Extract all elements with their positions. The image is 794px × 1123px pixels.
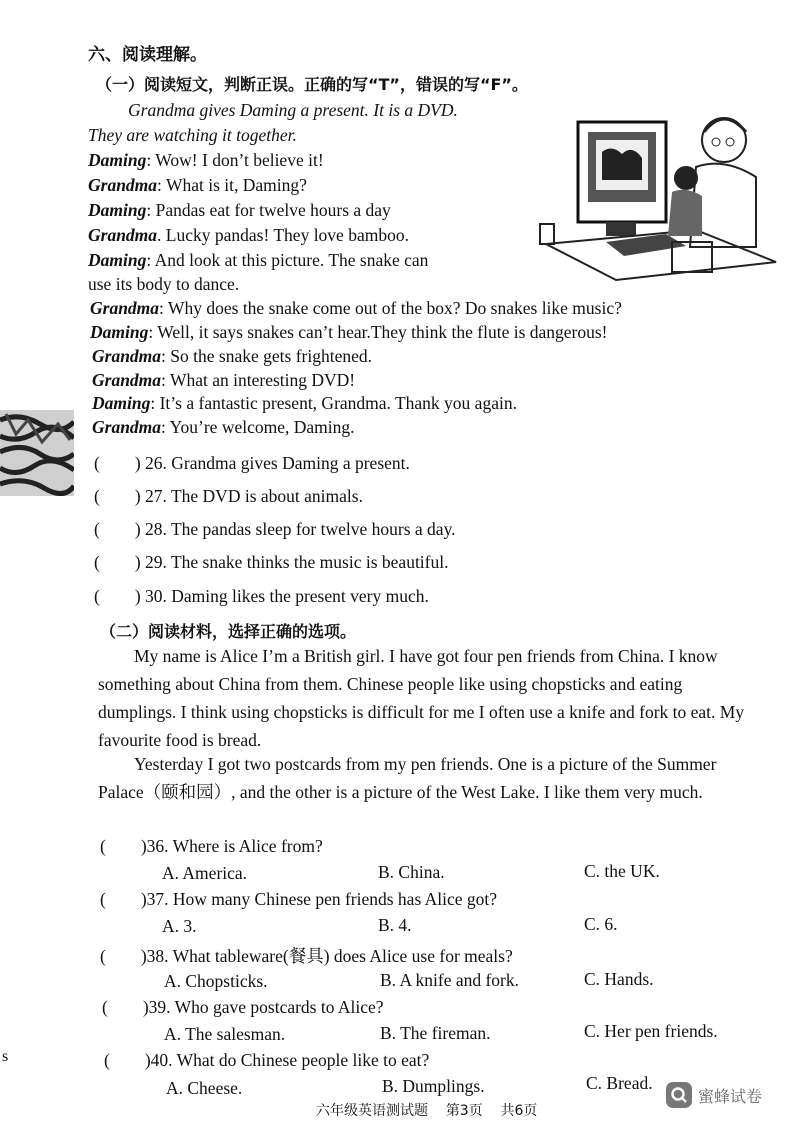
intro-line-2: They are watching it together. [88, 125, 297, 145]
answer-blank[interactable]: ( ) [100, 946, 147, 966]
option-a: A. America. [162, 863, 248, 883]
tf-question-28: ( ) 28. The pandas sleep for twelve hours a day. [94, 519, 456, 539]
tf-question-30: ( ) 30. Daming likes the present very much. [94, 586, 429, 606]
tf-question-26: ( ) 26. Grandma gives Daming a present. [94, 453, 410, 473]
dialogue-line-4: Grandma. Lucky pandas! They love bamboo. [88, 225, 409, 245]
passage-paragraph-2: Yesterday I got two postcards from my pen friends. One is a picture of the Summer Palace（颐和园）, and the other is a picture of the West Lake. I like them very much. [98, 754, 717, 802]
option-b: B. 4. [378, 915, 412, 935]
option-c: C. Hands. [584, 969, 654, 989]
option-c: C. Her pen friends. [584, 1021, 718, 1041]
passage-paragraph-1: My name is Alice I’m a British girl. I have got four pen friends from China. I know something about China from them. Chinese people like using chopsticks and eating dumplings. I think using chopsticks is difficult for me I often use a knife and fork to eat. My favourite food is bread. [98, 646, 745, 750]
margin-mark: s [2, 1048, 9, 1065]
option-c: C. Bread. [586, 1073, 653, 1093]
option-c: C. the UK. [584, 861, 660, 881]
part2-instruction: （二）阅读材料，选择正确的选项。 [100, 622, 357, 641]
mc-question-39: ( )39. Who gave postcards to Alice? [102, 997, 384, 1017]
dialogue-line-2: Grandma: What is it, Daming? [88, 175, 307, 195]
option-b: B. China. [378, 862, 445, 882]
answer-blank[interactable]: ( ) [94, 453, 141, 473]
option-a: A. Chopsticks. [164, 971, 268, 991]
grandma-daming-computer-illustration [536, 112, 786, 282]
dialogue-line-11: Daming: It’s a fantastic present, Grandma. Thank you again. [92, 393, 517, 413]
answer-blank[interactable]: ( ) [94, 486, 141, 506]
option-a: A. Cheese. [166, 1078, 243, 1098]
watermark-logo-icon [666, 1082, 692, 1108]
option-b: B. A knife and fork. [380, 970, 520, 990]
watermark [666, 1082, 762, 1108]
dialogue-line-7: Grandma: Why does the snake come out of the box? Do snakes like music? [90, 298, 622, 318]
tf-question-27: ( ) 27. The DVD is about animals. [94, 486, 363, 506]
option-b: B. Dumplings. [382, 1076, 485, 1096]
mc-question-36: ( )36. Where is Alice from? [100, 836, 323, 856]
answer-blank[interactable]: ( ) [104, 1050, 151, 1070]
dialogue-line-3: Daming: Pandas eat for twelve hours a day [88, 200, 391, 220]
page-footer: 六年级英语测试题 第3页 共6页 [316, 1103, 538, 1119]
mc-question-40: ( )40. What do Chinese people like to eat? [104, 1050, 430, 1070]
mc-question-38: ( )38. What tableware(餐具) does Alice use for meals? [100, 946, 513, 966]
answer-blank[interactable]: ( ) [100, 836, 147, 856]
intro-line-1: Grandma gives Daming a present. It is a DVD. [128, 100, 458, 120]
answer-blank[interactable]: ( ) [94, 552, 141, 572]
dialogue-line-5: Daming: And look at this picture. The snake can [88, 250, 429, 270]
part1-instruction: （一）阅读短文，判断正误。正确的写“T”，错误的写“F”。 [96, 75, 528, 94]
mc-question-37: ( )37. How many Chinese pen friends has Alice got? [100, 889, 498, 909]
answer-blank[interactable]: ( ) [94, 586, 141, 606]
option-a: A. 3. [162, 916, 197, 936]
tf-question-29: ( ) 29. The snake thinks the music is beautiful. [94, 552, 449, 572]
dialogue-line-1: Daming: Wow! I don’t believe it! [88, 150, 324, 170]
dialogue-line-9: Grandma: So the snake gets frightened. [92, 346, 372, 366]
dialogue-line-12: Grandma: You’re welcome, Daming. [92, 417, 355, 437]
dialogue-line-10: Grandma: What an interesting DVD! [92, 370, 356, 390]
dialogue-line-8: Daming: Well, it says snakes can’t hear.They think the flute is dangerous! [90, 322, 608, 342]
option-b: B. The fireman. [380, 1023, 491, 1043]
dialogue-line-6: use its body to dance. [88, 274, 240, 294]
watermark-text: 蜜蜂试卷 [698, 1086, 763, 1106]
section-title: 六、阅读理解。 [88, 45, 207, 65]
answer-blank[interactable]: ( ) [94, 519, 141, 539]
answer-blank[interactable]: ( ) [100, 889, 147, 909]
option-c: C. 6. [584, 914, 618, 934]
option-a: A. The salesman. [164, 1024, 286, 1044]
scanner-noise-scribble [0, 410, 74, 496]
answer-blank[interactable]: ( ) [102, 997, 149, 1017]
